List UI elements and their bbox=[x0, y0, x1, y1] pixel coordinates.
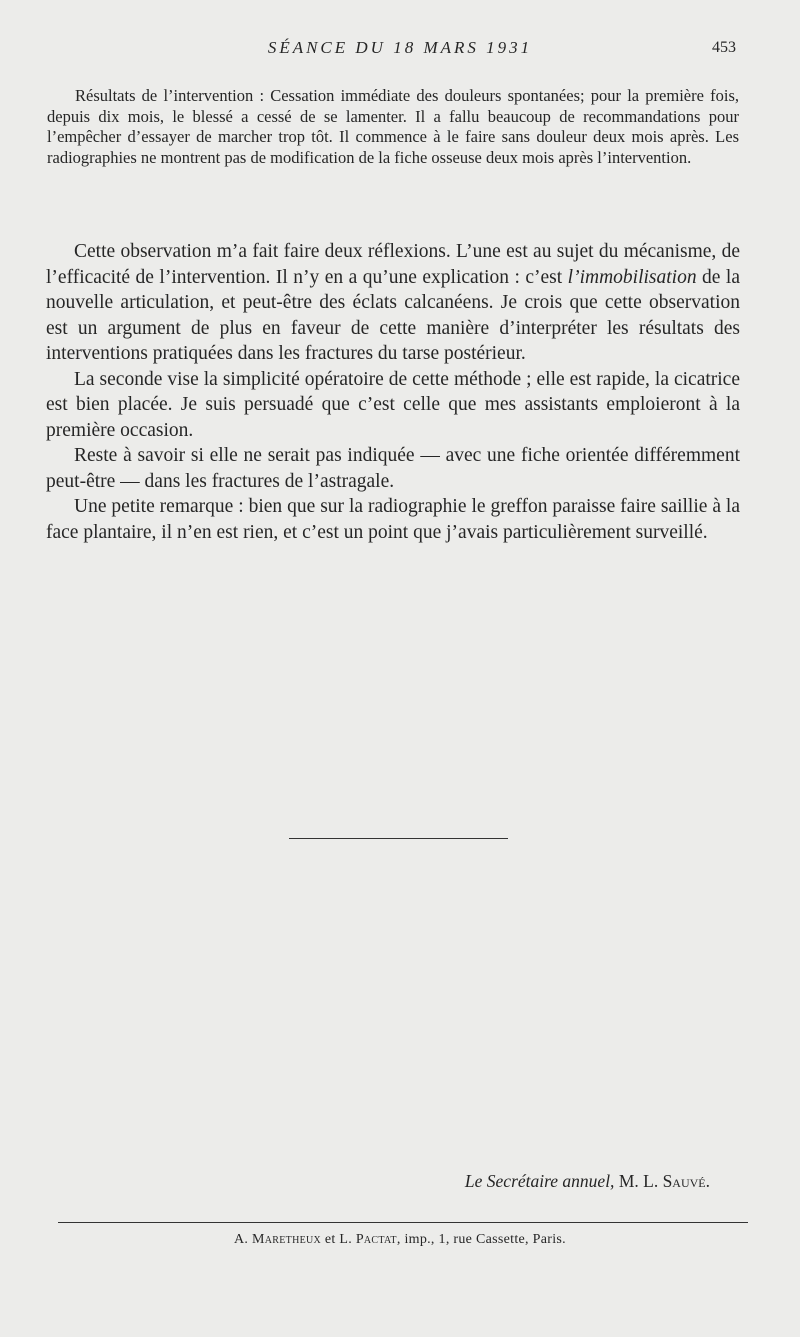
paragraph-reste: Reste à savoir si elle ne serait pas indiquée — avec une fiche orientée différemment peut-être — dans les fractures de l’astragale. bbox=[46, 445, 740, 492]
signature-role: Le Secrétaire annuel, bbox=[464, 1171, 615, 1191]
signature-name: M. L. Sauvé. bbox=[618, 1171, 710, 1191]
main-text bbox=[46, 239, 740, 545]
imprint-address: , imp., 1, rue Cassette, Paris. bbox=[396, 1232, 566, 1247]
paragraph-observation-part1: Cette observation m’a fait faire deux réflexions. L’une est au sujet du mécanisme, de l’efficacité de l’intervention. Il n’y en a qu’une explication : c’est bbox=[46, 241, 740, 288]
signature bbox=[465, 1171, 710, 1192]
paragraph-remarque: Une petite remarque : bien que sur la radiographie le greffon paraisse faire saillie à la face plantaire, il n’en est rien, et c’est un point que j’avais particulièrement surveillé. bbox=[46, 496, 740, 543]
printer-name-1: A. Maretheux bbox=[234, 1232, 322, 1247]
imprint-connector: et bbox=[321, 1232, 340, 1247]
printer-name-2: L. Pactat bbox=[339, 1232, 397, 1247]
paragraph-observation bbox=[46, 239, 740, 367]
emphasis-immobilisation: l’immobilisation bbox=[567, 266, 697, 288]
running-title: SÉANCE DU 18 MARS 1931 bbox=[267, 38, 533, 57]
printer-imprint bbox=[0, 1232, 800, 1248]
page-header bbox=[0, 38, 800, 62]
section-divider bbox=[289, 838, 508, 839]
paragraph-observation-part2: de la nouvelle articulation, et peut-être des éclats calcanéens. Je crois que cette observation est un argument de plus en faveur de cette manière d’interpréter les résultats des interventions pratiquées dans les fractures du tarse postérieur. bbox=[46, 266, 740, 364]
page-number: 453 bbox=[712, 39, 736, 56]
footer-divider bbox=[58, 1222, 748, 1223]
results-paragraph: Résultats de l’intervention : Cessation immédiate des douleurs spontanées; pour la première fois, depuis dix mois, le blessé a cessé de se lamenter. Il a fallu beaucoup de recommandations pour l’empêcher d’essayer de marcher trop tôt. Il commence à le faire sans douleur deux mois après. Les radiographies ne montrent pas de modification de la fiche osseuse deux mois après l’intervention. bbox=[47, 86, 739, 167]
paragraph-second: La seconde vise la simplicité opératoire de cette méthode ; elle est rapide, la cicatrice est bien placée. Je suis persuadé que c’est celle que mes assistants emploieront à la première occasion. bbox=[46, 368, 740, 441]
